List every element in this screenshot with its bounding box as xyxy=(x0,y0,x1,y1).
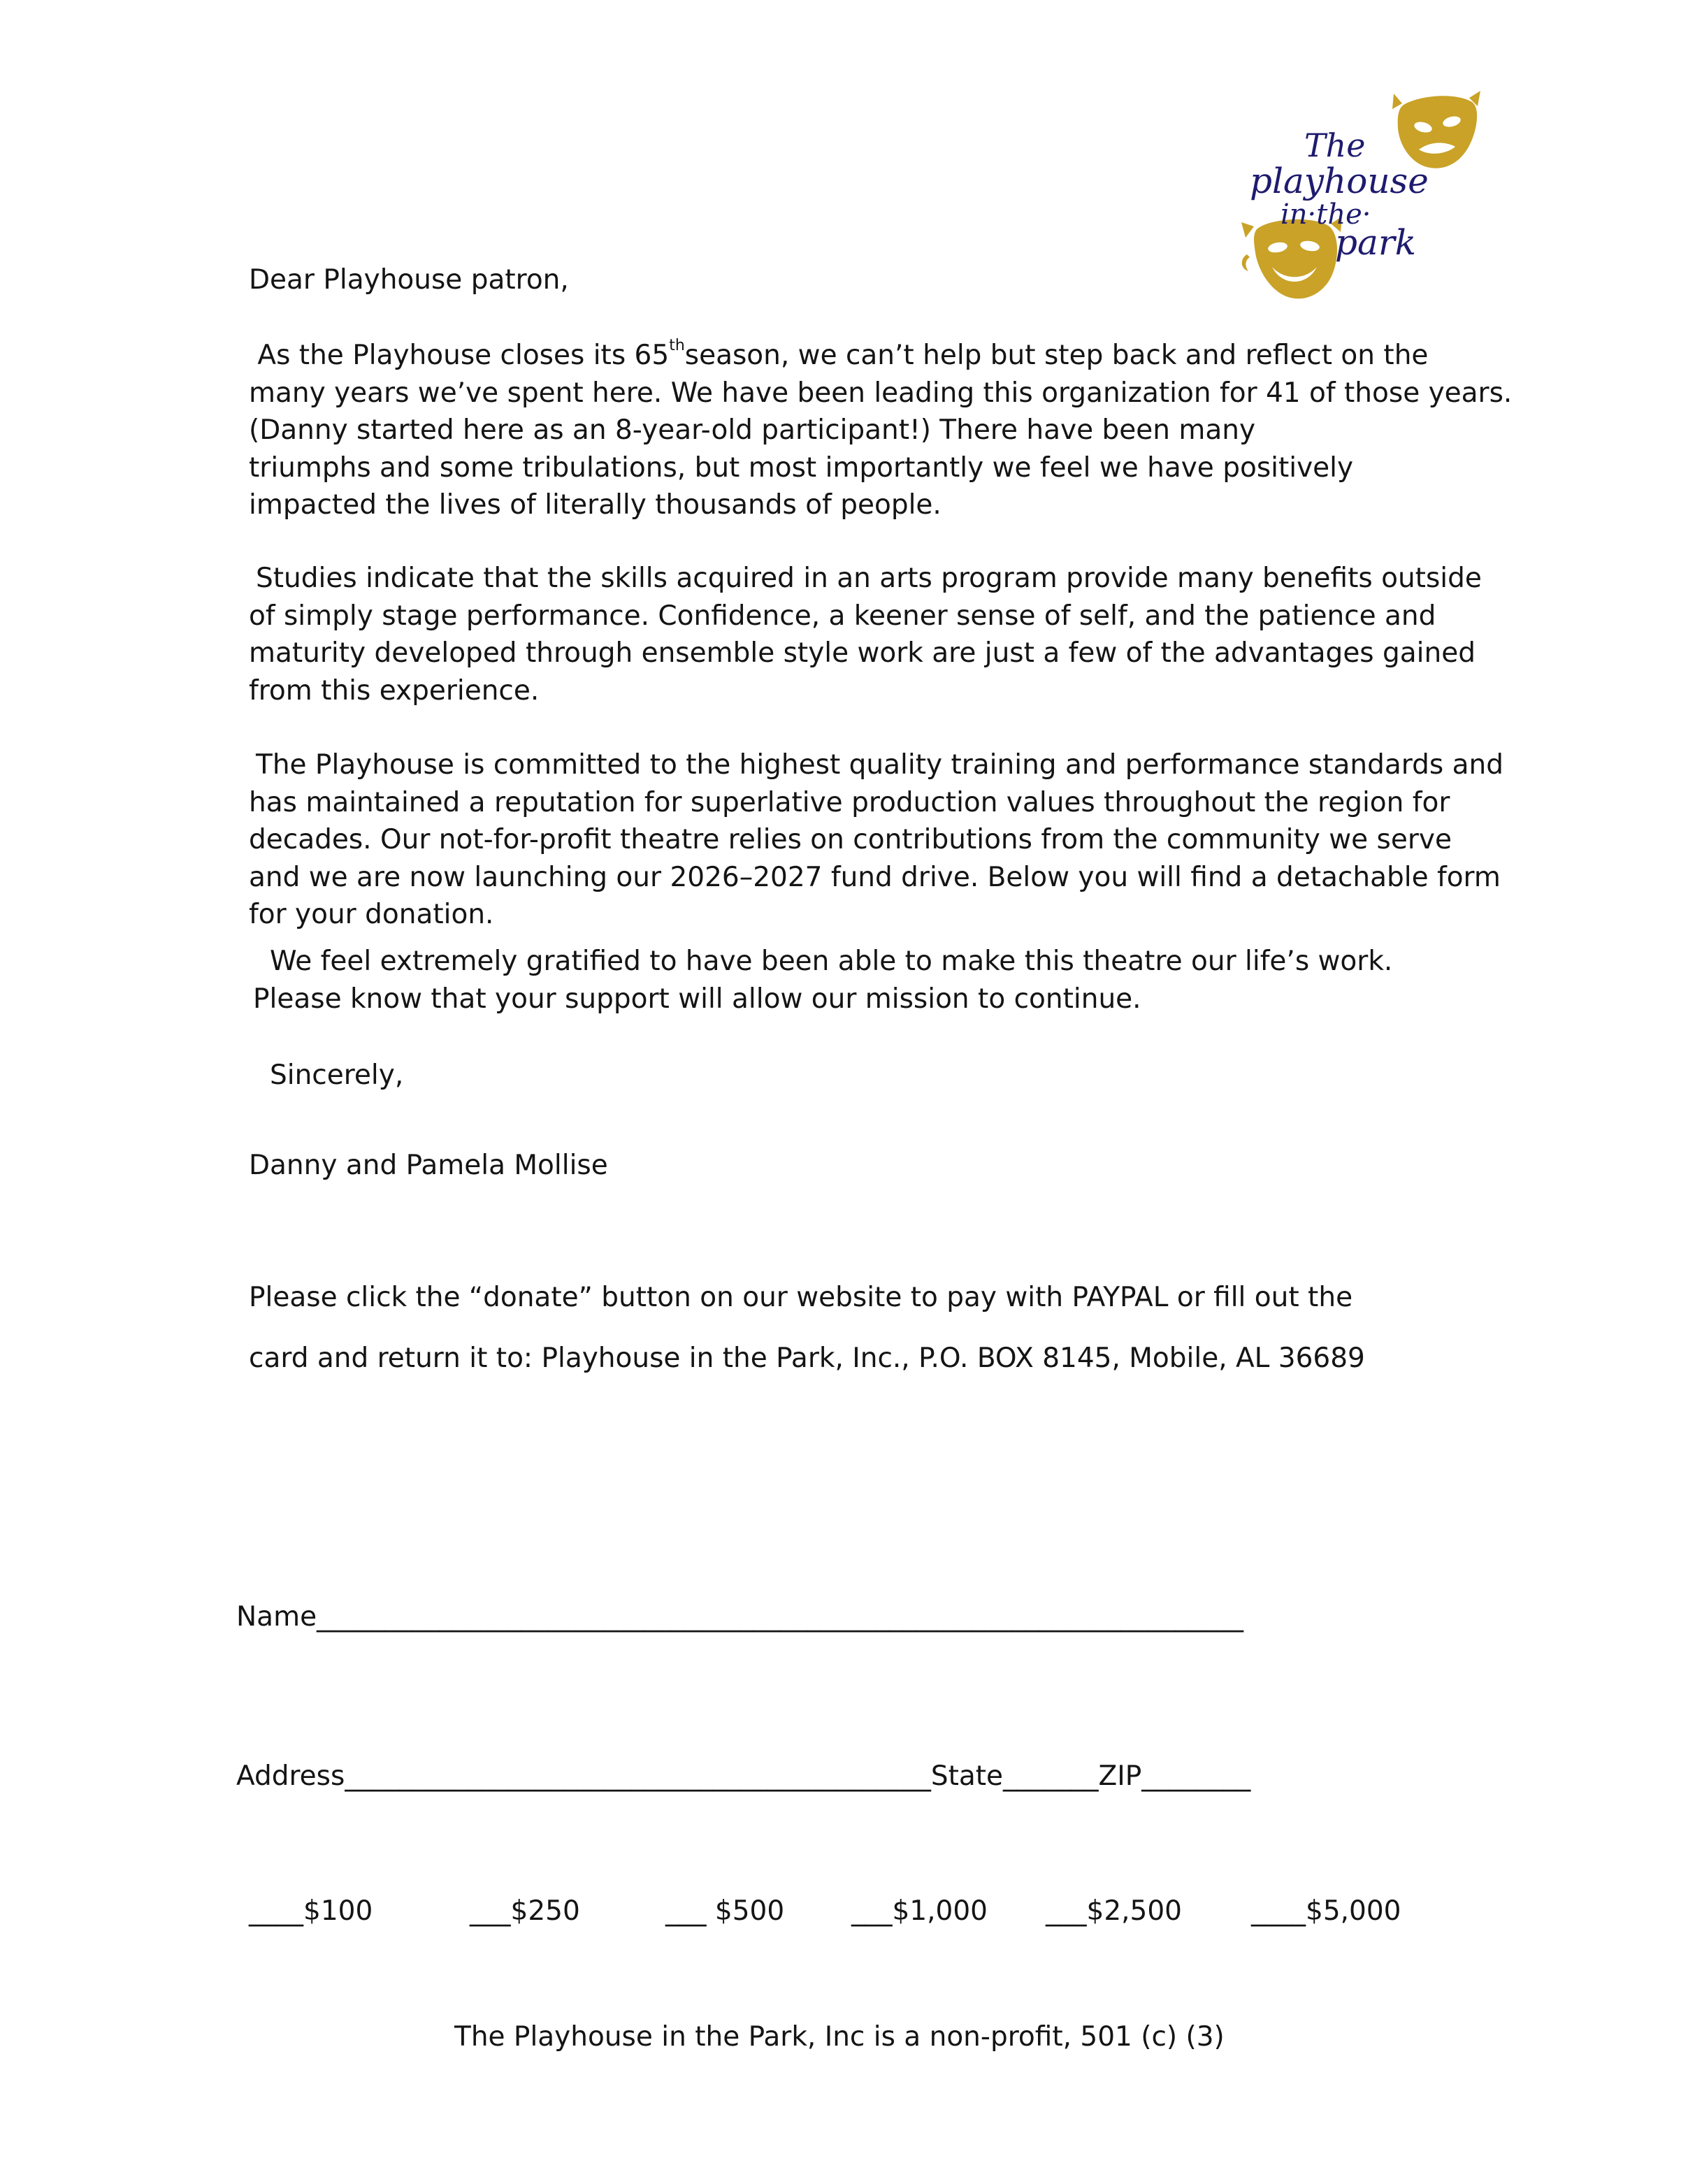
amount-option-250[interactable]: ___$250 xyxy=(470,1895,580,1927)
paragraph-1-line: (Danny started here as an 8-year-old participant!) There have been many xyxy=(249,414,1256,446)
address-field[interactable]: Address___________________________________________State_______ZIP________ xyxy=(236,1760,1251,1792)
playhouse-logo xyxy=(1237,89,1482,306)
paragraph-4 xyxy=(253,943,1392,1018)
logo-text-park: park xyxy=(1335,222,1417,263)
logo-text-playhouse: playhouse xyxy=(1250,161,1429,201)
paragraph-2-line: from this experience. xyxy=(249,674,540,707)
paragraph-1-line: impacted the lives of literally thousands of people. xyxy=(249,489,942,521)
paragraph-2-line: maturity developed through ensemble style work are just a few of the advantages gained xyxy=(249,637,1476,669)
name-field[interactable]: Name____________________________________________________________________ xyxy=(236,1601,1244,1633)
signature: Danny and Pamela Mollise xyxy=(249,1150,608,1181)
ordinal-suffix: th xyxy=(669,337,685,354)
salutation: Dear Playhouse patron, xyxy=(249,264,569,296)
paragraph-3-line: and we are now launching our 2026–2027 fund drive. Below you will find a detachable form xyxy=(249,861,1501,893)
instructions-line-1: Please click the “donate” button on our website to pay with PAYPAL or fill out the xyxy=(249,1282,1353,1313)
nonprofit-footer: The Playhouse in the Park, Inc is a non-profit, 501 (c) (3) xyxy=(454,2021,1225,2053)
amount-option-5000[interactable]: ____$5,000 xyxy=(1251,1895,1401,1927)
paragraph-3 xyxy=(249,746,1503,934)
instructions-line-2: card and return it to: Playhouse in the Park, Inc., P.O. BOX 8145, Mobile, AL 36689 xyxy=(249,1343,1365,1374)
paragraph-1-line: As the Playhouse closes its 65thseason, we can’t help but step back and reflect on the xyxy=(257,337,1429,371)
logo-text-in-the: in·the· xyxy=(1281,198,1371,231)
closing: Sincerely, xyxy=(270,1060,404,1091)
paragraph-4-line: Please know that your support will allow our mission to continue. xyxy=(253,983,1141,1015)
amount-option-2500[interactable]: ___$2,500 xyxy=(1046,1895,1182,1927)
paragraph-3-line: decades. Our not-for-profit theatre relies on contributions from the community we serve xyxy=(249,824,1452,855)
paragraph-1-line: triumphs and some tribulations, but most importantly we feel we have positively xyxy=(249,451,1354,484)
amount-option-500[interactable]: ___ $500 xyxy=(665,1895,785,1927)
paragraph-2-line: Studies indicate that the skills acquired in an arts program provide many benefits outside xyxy=(256,563,1482,594)
paragraph-1 xyxy=(249,337,1512,524)
amount-option-100[interactable]: ____$100 xyxy=(249,1895,373,1927)
paragraph-3-line: for your donation. xyxy=(249,899,494,930)
paragraph-2-line: of simply stage performance. Confidence, a keener sense of self, and the patience and xyxy=(249,600,1436,632)
paragraph-3-line: The Playhouse is committed to the highest quality training and performance standards and xyxy=(256,749,1503,781)
logo-text-the: The xyxy=(1304,126,1366,164)
paragraph-2 xyxy=(249,560,1482,709)
paragraph-4-line: We feel extremely gratified to have been able to make this theatre our life’s work. xyxy=(270,946,1393,977)
paragraph-3-line: has maintained a reputation for superlative production values throughout the region for xyxy=(249,786,1450,818)
amount-option-1000[interactable]: ___$1,000 xyxy=(851,1895,988,1927)
paragraph-1-line: many years we’ve spent here. We have been leading this organization for 41 of those years. xyxy=(249,377,1513,409)
comedy-tragedy-masks-icon xyxy=(1237,89,1482,306)
